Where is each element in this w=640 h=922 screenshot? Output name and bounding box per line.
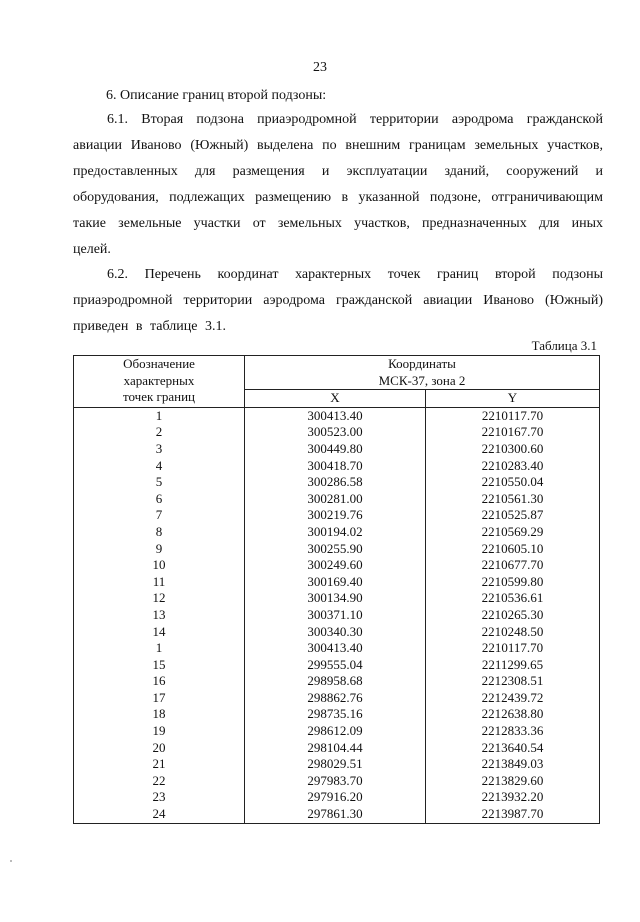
cell-y: 2213932.20 — [426, 789, 600, 806]
cell-y: 2212638.80 — [426, 706, 600, 723]
cell-point: 6 — [74, 491, 245, 508]
cell-y: 2210283.40 — [426, 458, 600, 475]
cell-point: 17 — [74, 690, 245, 707]
cell-x: 297983.70 — [245, 773, 426, 790]
cell-y: 2210525.87 — [426, 507, 600, 524]
table-row — [74, 441, 600, 458]
cell-point: 5 — [74, 474, 245, 491]
table-row — [74, 773, 600, 790]
cell-point: 10 — [74, 557, 245, 574]
header-coordinates — [245, 356, 600, 390]
cell-x: 300286.58 — [245, 474, 426, 491]
coordinates-table-body — [74, 407, 600, 823]
cell-y: 2211299.65 — [426, 657, 600, 674]
cell-x: 300169.40 — [245, 574, 426, 591]
header-x: X — [245, 390, 426, 408]
cell-x: 298612.09 — [245, 723, 426, 740]
cell-y: 2210569.29 — [426, 524, 600, 541]
cell-point: 1 — [74, 640, 245, 657]
cell-point: 15 — [74, 657, 245, 674]
cell-y: 2210550.04 — [426, 474, 600, 491]
cell-x: 297861.30 — [245, 806, 426, 823]
cell-point: 4 — [74, 458, 245, 475]
table-caption: Таблица 3.1 — [531, 338, 597, 353]
cell-x: 298958.68 — [245, 673, 426, 690]
cell-y: 2213987.70 — [426, 806, 600, 823]
cell-y: 2213829.60 — [426, 773, 600, 790]
table-row — [74, 789, 600, 806]
cell-x: 300255.90 — [245, 541, 426, 558]
table-row — [74, 706, 600, 723]
cell-x: 300413.40 — [245, 640, 426, 657]
paragraph-6-1: 6.1. Вторая подзона приаэродромной территории аэродрома гражданской авиации Иваново (Южный) выделена по внешним границам земельных участков, предоставленных для размещения и эксплуатации зданий, сооружений и оборудования, подлежащих размещению в указанной подзоне, отграничивающим такие земельные участки от земельных участков, предназначенных для иных целей. — [73, 112, 603, 257]
cell-point: 14 — [74, 624, 245, 641]
cell-point: 20 — [74, 740, 245, 757]
header-coordinates-title: Координаты — [388, 356, 456, 371]
table-row — [74, 740, 600, 757]
table-row — [74, 657, 600, 674]
cell-y: 2210167.70 — [426, 424, 600, 441]
table-row — [74, 806, 600, 823]
cell-x: 298104.44 — [245, 740, 426, 757]
cell-y: 2212439.72 — [426, 690, 600, 707]
scan-speck — [10, 860, 12, 862]
header-point-line: точек границ — [122, 389, 196, 405]
table-row — [74, 624, 600, 641]
header-coordinate-system: МСК-37, зона 2 — [378, 372, 466, 388]
cell-point: 9 — [74, 541, 245, 558]
cell-x: 300194.02 — [245, 524, 426, 541]
cell-y: 2210265.30 — [426, 607, 600, 624]
cell-x: 300340.30 — [245, 624, 426, 641]
cell-x: 300134.90 — [245, 590, 426, 607]
table-row — [74, 458, 600, 475]
cell-y: 2210561.30 — [426, 491, 600, 508]
section-heading: 6. Описание границ второй подзоны: — [106, 88, 327, 103]
table-row — [74, 424, 600, 441]
cell-point: 12 — [74, 590, 245, 607]
cell-point: 21 — [74, 756, 245, 773]
table-row — [74, 507, 600, 524]
table-row — [74, 590, 600, 607]
table-row — [74, 690, 600, 707]
cell-x: 300418.70 — [245, 458, 426, 475]
cell-point: 11 — [74, 574, 245, 591]
cell-x: 300249.60 — [245, 557, 426, 574]
cell-y: 2210536.61 — [426, 590, 600, 607]
cell-y: 2210117.70 — [426, 407, 600, 424]
header-point-line: Обозначение — [123, 356, 195, 371]
cell-y: 2210248.50 — [426, 624, 600, 641]
header-point-line: характерных — [123, 372, 195, 388]
cell-y: 2213849.03 — [426, 756, 600, 773]
paragraph-6-2: 6.2. Перечень координат характерных точек границ второй подзоны приаэродромной территории аэродрома гражданской авиации Иваново (Южный) приведен в таблице 3.1. — [73, 267, 603, 334]
table-row — [74, 557, 600, 574]
cell-x: 300449.80 — [245, 441, 426, 458]
cell-y: 2210599.80 — [426, 574, 600, 591]
cell-point: 24 — [74, 806, 245, 823]
cell-point: 7 — [74, 507, 245, 524]
cell-y: 2210300.60 — [426, 441, 600, 458]
cell-y: 2213640.54 — [426, 740, 600, 757]
table-row — [74, 640, 600, 657]
cell-y: 2210117.70 — [426, 640, 600, 657]
cell-point: 2 — [74, 424, 245, 441]
cell-y: 2210677.70 — [426, 557, 600, 574]
cell-point: 16 — [74, 673, 245, 690]
cell-point: 13 — [74, 607, 245, 624]
cell-x: 300219.76 — [245, 507, 426, 524]
cell-point: 23 — [74, 789, 245, 806]
cell-point: 19 — [74, 723, 245, 740]
cell-y: 2212833.36 — [426, 723, 600, 740]
cell-point: 3 — [74, 441, 245, 458]
cell-x: 300523.00 — [245, 424, 426, 441]
table-row — [74, 524, 600, 541]
cell-point: 18 — [74, 706, 245, 723]
cell-point: 22 — [74, 773, 245, 790]
cell-x: 297916.20 — [245, 789, 426, 806]
table-row — [74, 541, 600, 558]
header-point-designation — [74, 356, 245, 408]
cell-x: 298735.16 — [245, 706, 426, 723]
cell-point: 8 — [74, 524, 245, 541]
header-y: Y — [426, 390, 600, 408]
cell-x: 299555.04 — [245, 657, 426, 674]
table-row — [74, 407, 600, 424]
table-row — [74, 574, 600, 591]
table-row — [74, 723, 600, 740]
coordinates-table — [73, 355, 600, 824]
table-row — [74, 491, 600, 508]
table-row — [74, 474, 600, 491]
cell-x: 298029.51 — [245, 756, 426, 773]
cell-point: 1 — [74, 407, 245, 424]
cell-x: 300413.40 — [245, 407, 426, 424]
table-row — [74, 607, 600, 624]
table-row — [74, 673, 600, 690]
table-row — [74, 756, 600, 773]
cell-y: 2210605.10 — [426, 541, 600, 558]
cell-y: 2212308.51 — [426, 673, 600, 690]
cell-x: 300371.10 — [245, 607, 426, 624]
cell-x: 298862.76 — [245, 690, 426, 707]
cell-x: 300281.00 — [245, 491, 426, 508]
page-number: 23 — [313, 60, 327, 75]
